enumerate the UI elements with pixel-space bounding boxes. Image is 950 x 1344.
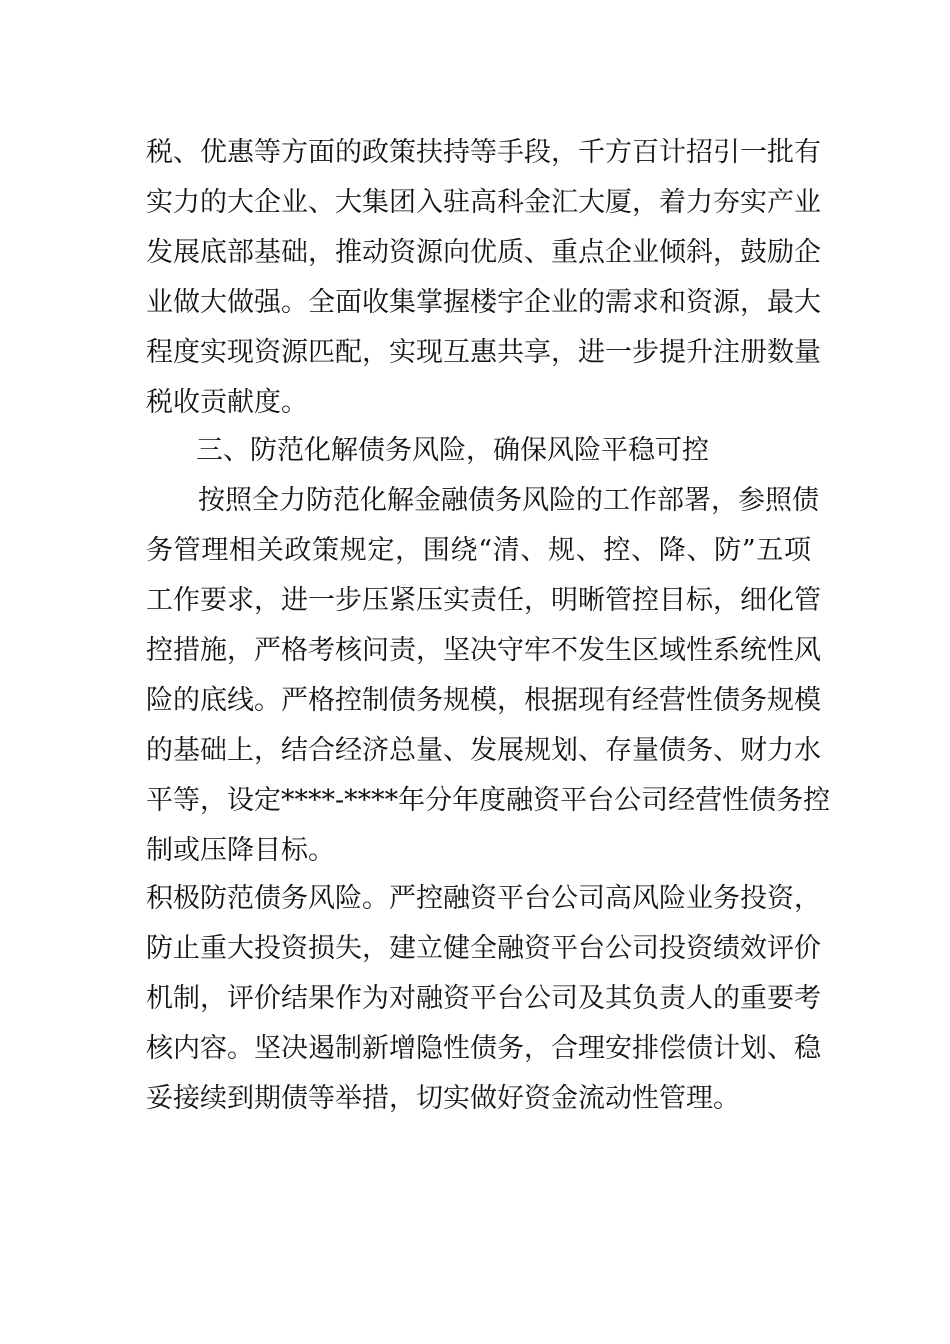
paragraph-1-line-1: 税、优惠等方面的政策扶持等手段，千方百计招引一批有	[146, 137, 821, 168]
paragraph-3-line-4: 核内容。坚决遏制新增隐性债务，合理安排偿债计划、稳	[146, 1033, 821, 1064]
paragraph-2-line-4: 控措施，严格考核问责，坚决守牢不发生区域性系统性风	[146, 635, 821, 666]
section-heading: 三、防范化解债务风险，确保风险平稳可控	[196, 435, 709, 466]
paragraph-2-line-3: 工作要求，进一步压紧压实责任，明晰管控目标，细化管	[146, 585, 821, 616]
paragraph-1-line-5: 程度实现资源匹配，实现互惠共享，进一步提升注册数量	[146, 337, 821, 368]
paragraph-3-line-5: 妥接续到期债等举措，切实做好资金流动性管理。	[146, 1083, 740, 1114]
paragraph-3-line-3: 机制，评价结果作为对融资平台公司及其负责人的重要考	[146, 983, 821, 1014]
paragraph-1-line-3: 发展底部基础，推动资源向优质、重点企业倾斜，鼓励企	[146, 237, 821, 268]
paragraph-2-line-7: 平等，设定****-****年分年度融资平台公司经营性债务控	[146, 785, 831, 816]
paragraph-3-line-2: 防止重大投资损失，建立健全融资平台公司投资绩效评价	[146, 933, 821, 964]
paragraph-2-line-2: 务管理相关政策规定，围绕“清、规、控、降、防”五项	[146, 535, 811, 566]
paragraph-2-line-6: 的基础上，结合经济总量、发展规划、存量债务、财力水	[146, 735, 821, 766]
paragraph-1-line-2: 实力的大企业、大集团入驻高科金汇大厦，着力夯实产业	[146, 187, 821, 218]
paragraph-1-line-4: 业做大做强。全面收集掌握楼宇企业的需求和资源，最大	[146, 287, 821, 318]
paragraph-2-line-5: 险的底线。严格控制债务规模，根据现有经营性债务规模	[146, 685, 821, 716]
paragraph-3-line-1: 积极防范债务风险。严控融资平台公司高风险业务投资，	[146, 883, 821, 914]
paragraph-2-line-8: 制或压降目标。	[146, 835, 335, 866]
paragraph-2-line-1: 按照全力防范化解金融债务风险的工作部署，参照债	[198, 485, 819, 516]
paragraph-1-line-6: 税收贡献度。	[146, 387, 308, 418]
